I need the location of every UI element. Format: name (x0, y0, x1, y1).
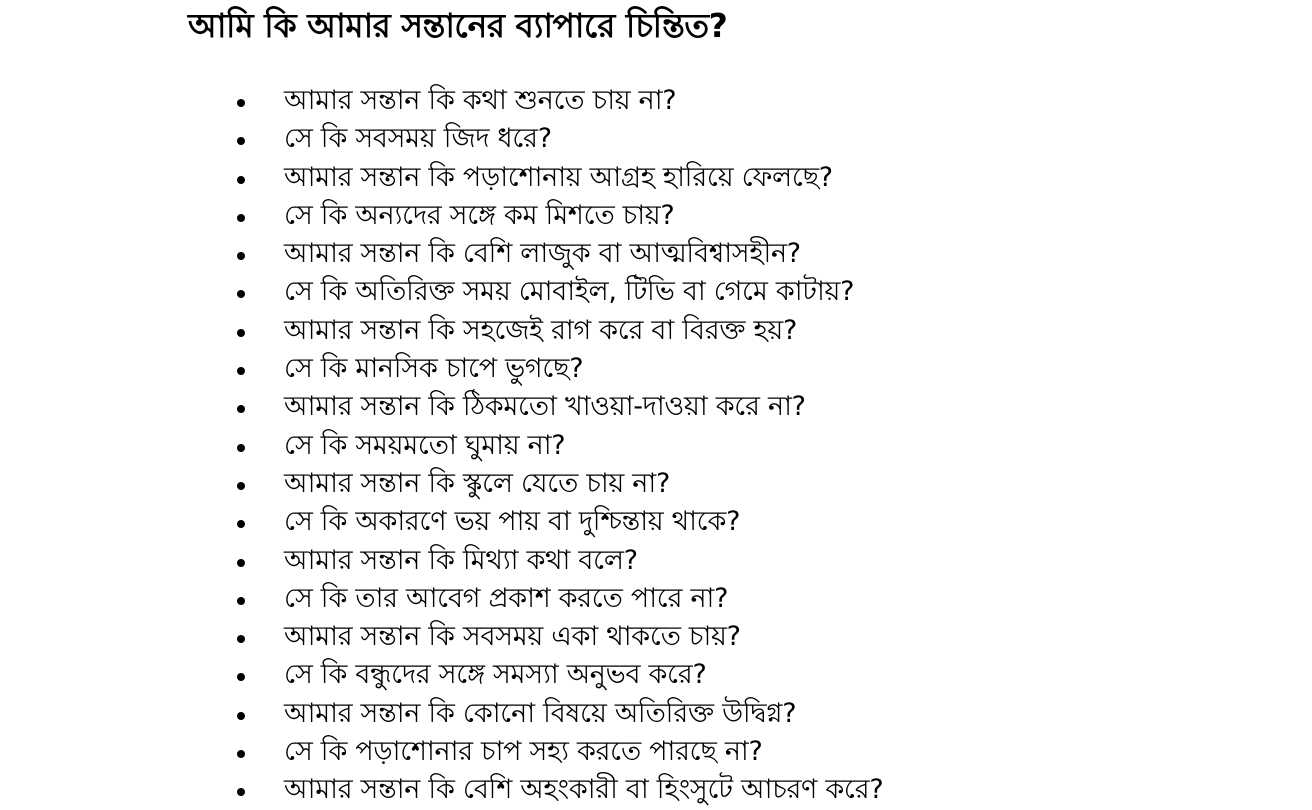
bullet-icon (237, 99, 245, 107)
question-text: আমার সন্তান কি পড়াশোনায় আগ্রহ হারিয়ে ফেলছে? (284, 161, 833, 193)
question-text: আমার সন্তান কি বেশি অহংকারী বা হিংসুটে আচরণ করে? (284, 774, 884, 806)
bullet-icon (237, 214, 245, 222)
question-text: সে কি তার আবেগ প্রকাশ করতে পারে না? (284, 582, 729, 614)
bullet-icon (237, 597, 245, 605)
question-text: সে কি অকারণে ভয় পায় বা দুশ্চিন্তায় থাকে? (284, 506, 741, 538)
question-text: সে কি সময়মতো ঘুমায় না? (284, 429, 566, 461)
document-title: আমি কি আমার সন্তানের ব্যাপারে চিন্তিত? (188, 6, 728, 45)
bullet-icon (237, 673, 245, 681)
bullet-icon (237, 329, 245, 337)
bullet-icon (237, 520, 245, 528)
question-text: আমার সন্তান কি সবসময় একা থাকতে চায়? (284, 621, 741, 653)
bullet-icon (237, 482, 245, 490)
question-text: আমার সন্তান কি কথা শুনতে চায় না? (284, 85, 677, 116)
bullet-icon (237, 444, 245, 452)
bullet-icon (237, 137, 245, 145)
bullet-icon (237, 367, 245, 375)
question-text: সে কি অতিরিক্ত সময় মোবাইল, টিভি বা গেমে কাটায়? (284, 276, 855, 308)
bullet-icon (237, 788, 245, 796)
question-text: আমার সন্তান কি স্কুলে যেতে চায় না? (284, 467, 670, 499)
question-text: সে কি সবসময় জিদ ধরে? (284, 123, 552, 155)
question-text: সে কি পড়াশোনার চাপ সহ্য করতে পারছে না? (284, 736, 763, 768)
bullet-icon (237, 176, 245, 184)
bullet-icon (237, 252, 245, 260)
bullet-icon (237, 405, 245, 413)
bullet-icon (237, 750, 245, 758)
question-text: আমার সন্তান কি ঠিকমতো খাওয়া-দাওয়া করে না? (284, 391, 806, 423)
question-text: সে কি বন্ধুদের সঙ্গে সমস্যা অনুভব করে? (284, 659, 707, 691)
bullet-icon (237, 712, 245, 720)
question-text: সে কি মানসিক চাপে ভুগছে? (284, 353, 584, 385)
question-text: আমার সন্তান কি বেশি লাজুক বা আত্মবিশ্বাসহীন? (284, 238, 801, 270)
question-text: আমার সন্তান কি সহজেই রাগ করে বা বিরক্ত হয়? (284, 314, 797, 346)
bullet-icon (237, 559, 245, 567)
bullet-icon (237, 635, 245, 643)
question-text: সে কি অন্যদের সঙ্গে কম মিশতে চায়? (284, 199, 675, 231)
question-text: আমার সন্তান কি মিথ্যা কথা বলে? (284, 544, 638, 576)
question-text: আমার সন্তান কি কোনো বিষয়ে অতিরিক্ত উদ্বিগ্ন? (284, 697, 797, 729)
bullet-icon (237, 290, 245, 298)
